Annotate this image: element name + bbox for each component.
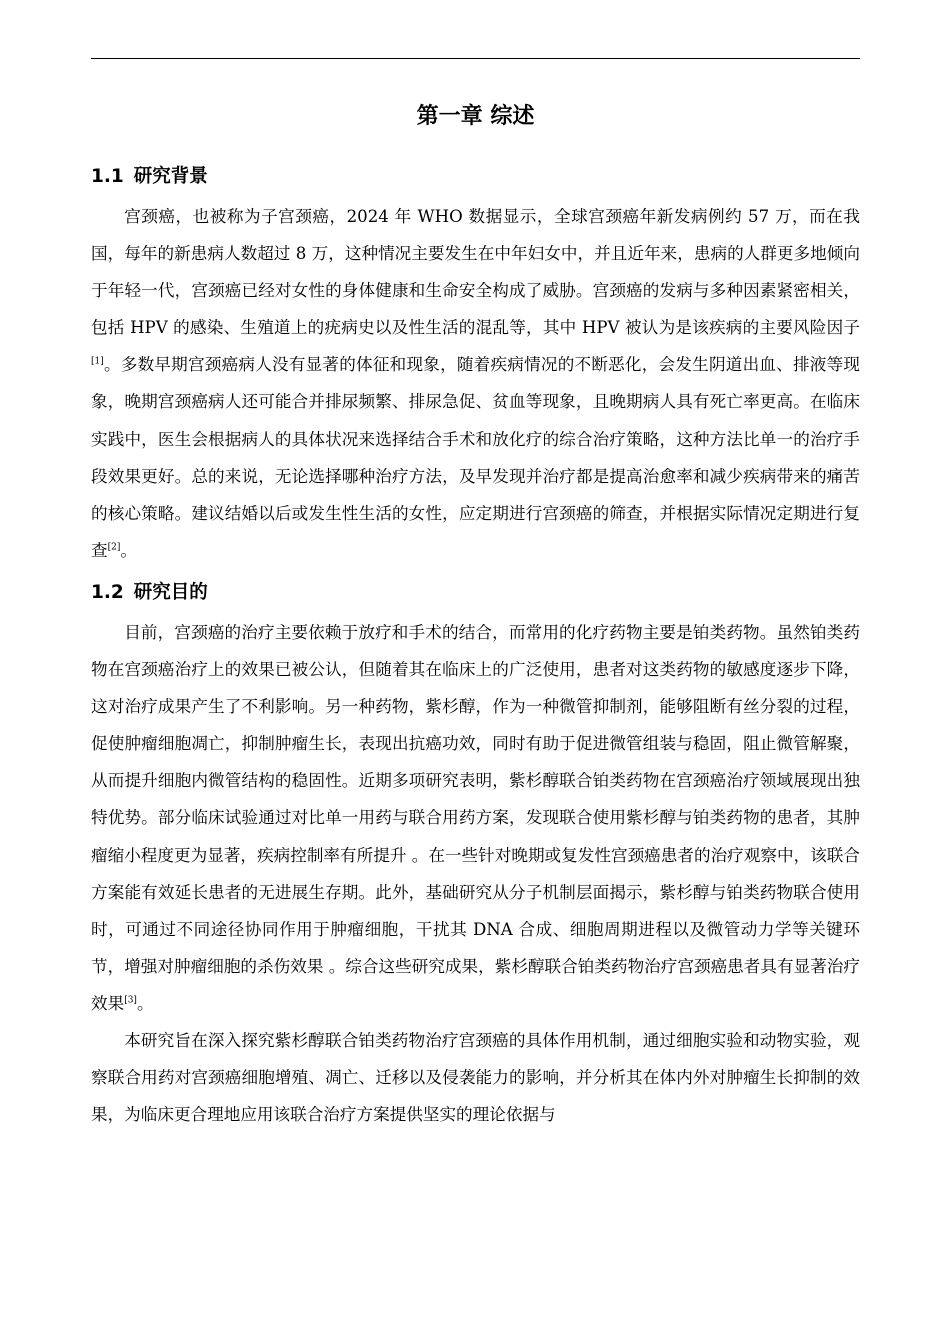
paragraph-background <box>91 198 860 569</box>
paragraph-text: 目前，宫颈癌的治疗主要依赖于放疗和手术的结合，而常用的化疗药物主要是铂类药物。虽然铂类药物在宫颈癌治疗上的效果已被公认，但随着其在临床上的广泛使用，患者对这类药物的敏感度逐步下降，这对治疗成果产生了不利影响。另一种药物，紫杉醇，作为一种微管抑制剂，能够阻断有丝分裂的过程，促使肿瘤细胞凋亡，抑制肿瘤生长，表现出抗癌功效，同时有助于促进微管组装与稳固，阻止微管解聚，从而提升细胞内微管结构的稳固性。近期多项研究表明，紫杉醇联合铂类药物在宫颈癌治疗领域展现出独特优势。部分临床试验通过对比单一用药与联合用药方案，发现联合使用紫杉醇与铂类药物的患者，其肿瘤缩小程度更为显著，疾病控制率有所提升 。在一些针对晚期或复发性宫颈癌患者的治疗观察中，该联合方案能有效延长患者的无进展生存期。此外，基础研究从分子机制层面揭示，紫杉醇与铂类药物联合使用时，可通过不同途径协同作用于肿瘤细胞，干扰其 DNA 合成、细胞周期进程以及微管动力学等关键环节，增强对肿瘤细胞的杀伤效果 。综合这些研究成果，紫杉醇联合铂类药物治疗宫颈癌患者具有显著治疗效果 <box>91 622 860 1013</box>
paragraph-text: 。多数早期宫颈癌病人没有显著的体征和现象，随着疾病情况的不断恶化，会发生阴道出血、排液等现象，晚期宫颈癌病人还可能合并排尿频繁、排尿急促、贫血等现象，且晚期病人具有死亡率更高。在临床实践中，医生会根据病人的具体状况来选择结合手术和放化疗的综合治疗策略，这种方法比单一的治疗手段效果更好。总的来说，无论选择哪种治疗方法，及早发现并治疗都是提高治愈率和减少疾病带来的痛苦的核心策略。建议结婚以后或发生性生活的女性，应定期进行宫颈癌的筛查，并根据实际情况定期进行复查 <box>91 355 860 560</box>
section-title: 研究目的 <box>133 581 208 603</box>
paragraph-text: 。 <box>136 993 154 1013</box>
document-body <box>91 100 860 1133</box>
paragraph-text: 本研究旨在深入探究紫杉醇联合铂类药物治疗宫颈癌的具体作用机制，通过细胞实验和动物实验，观察联合用药对宫颈癌细胞增殖、凋亡、迁移以及侵袭能力的影响，并分析其在体内外对肿瘤生长抑制的效果，为临床更合理地应用该联合治疗方案提供坚实的理论依据与 <box>91 1030 860 1125</box>
section-number: 1.2 <box>91 581 124 603</box>
section-title: 研究背景 <box>133 166 208 187</box>
paragraph-purpose-2 <box>91 1022 860 1133</box>
section-number: 1.1 <box>91 166 124 187</box>
paragraph-text: 宫颈癌，也被称为子宫颈癌，2024 年 WHO 数据显示，全球宫颈癌年新发病例约 57 万，而在我国，每年的新患病人数超过 8 万，这种情况主要发生在中年妇女中，并且近年来，患病的人群更多地倾向于年轻一代，宫颈癌已经对女性的身体健康和生命安全构成了威胁。宫颈癌的发病与多种因素紧密相关，包括 HPV 的感染、生殖道上的疣病史以及性生活的混乱等，其中 HPV 被认为是该疾病的主要风险因子 <box>91 207 860 338</box>
citation-1[interactable]: [1] <box>91 356 104 367</box>
paragraph-text: 。 <box>120 540 137 560</box>
citation-3[interactable]: [3] <box>124 995 137 1006</box>
section-heading-purpose <box>91 577 860 609</box>
chapter-title: 第一章 综述 <box>416 104 535 129</box>
header-rule <box>91 58 860 59</box>
paragraph-purpose-1 <box>91 614 860 1022</box>
section-heading-background <box>91 161 860 193</box>
citation-2[interactable]: [2] <box>107 542 121 553</box>
